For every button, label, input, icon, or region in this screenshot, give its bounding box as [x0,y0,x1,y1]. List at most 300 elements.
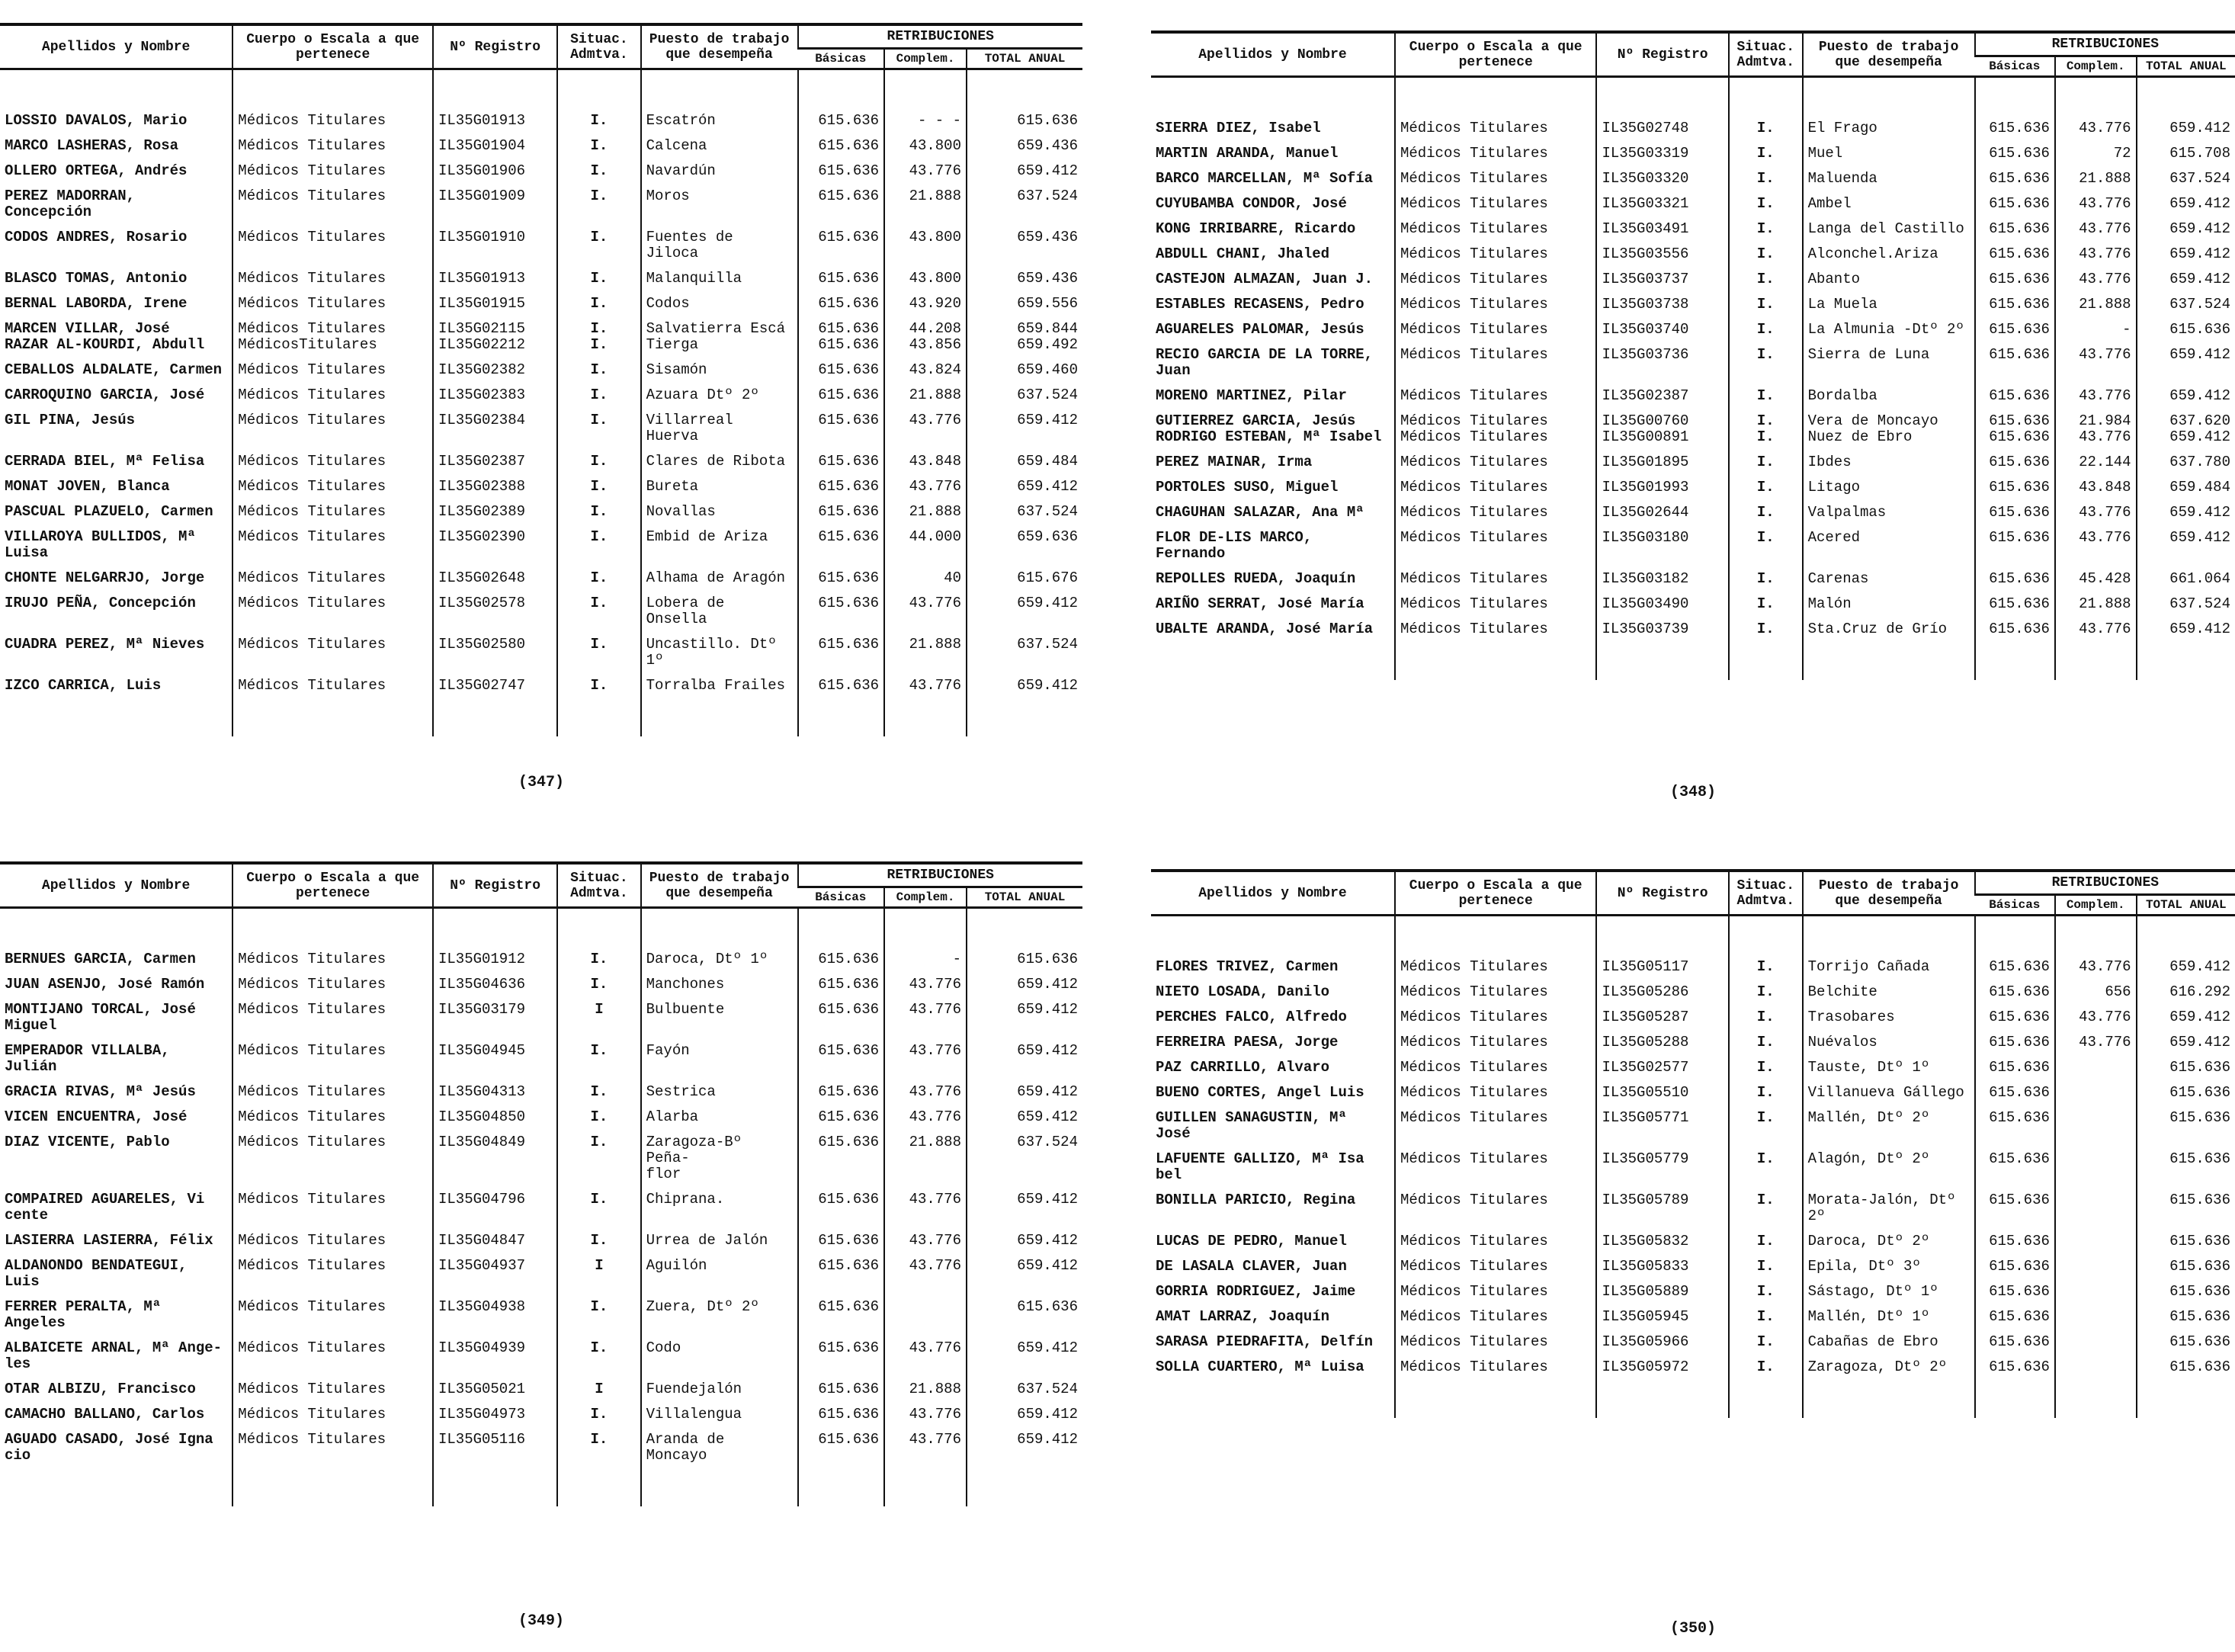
header-situacion: Situac. Admtva. [1729,32,1803,77]
register-table-panel [1151,869,2235,1638]
cell-total: 659.412 [2137,525,2235,566]
spacer-cell [433,69,557,109]
cell-registro: IL35G02644 [1596,500,1728,525]
cell-registro: IL35G05286 [1596,980,1728,1005]
cell-puesto: Ambel [1803,191,1975,217]
header-basicas: Básicas [798,49,885,69]
cell-puesto: Embid de Ariza [641,524,798,566]
cell-name: ALDANONDO BENDATEGUI, Luis [5,1257,188,1290]
cell-basicas: 615.636 [1975,450,2055,475]
cell-registro: IL35G02387 [433,449,557,474]
cell-complem: 43.920 [884,291,967,316]
table-row [1151,292,2235,317]
cell-registro: IL35G01913 [433,266,557,291]
table-row [0,1130,1082,1187]
cell-name: MARCO LASHERAS, Rosa [5,137,179,154]
cell-corps: Médicos Titulares [232,266,433,291]
cell-total: 661.064 [2137,566,2235,592]
cell-situacion: I. [557,1402,640,1427]
cell-basicas: 615.636 [1975,217,2055,242]
cell-total: 615.636 [2137,1304,2235,1330]
cell-name: ALBAICETE ARNAL, Mª Ange- les [5,1339,223,1372]
cell-registro: IL35G03556 [1596,242,1728,267]
cell-registro: IL35G04938 [433,1294,557,1336]
spacer-cell [884,69,967,109]
cell-basicas: 615.636 [798,184,885,225]
cell-registro: IL35G03320 [1596,166,1728,191]
cell-puesto: Muel [1803,141,1975,166]
cell-registro: IL35G01906 [433,159,557,184]
header-retribuciones: RETRIBUCIONES [1975,32,2235,56]
cell-puesto: Sestrica [641,1079,798,1105]
table-row [1151,116,2235,141]
table-row [1151,1055,2235,1080]
cell-complem [2055,1105,2137,1147]
cell-situacion: I. [557,1427,640,1468]
cell-registro: IL35G01913 [433,108,557,133]
cell-basicas: 615.636 [798,972,885,997]
table-header [1151,871,2235,916]
cell-basicas: 615.636 [798,133,885,159]
table-row [0,133,1082,159]
cell-puesto: Calcena [641,133,798,159]
cell-registro: IL35G01895 [1596,450,1728,475]
cell-basicas: 615.636 [798,1187,885,1228]
cell-total: 637.524 [967,383,1082,408]
cell-registro: IL35G04636 [433,972,557,997]
cell-corps: Médicos Titulares [1395,267,1596,292]
cell-situacion: I. [1729,141,1803,166]
cell-name: LASIERRA LASIERRA, Félix [5,1232,213,1249]
cell-basicas: 615.636 [1975,592,2055,617]
table-spacer-row [0,69,1082,109]
spacer-cell [967,69,1082,109]
spacer-cell [967,1468,1082,1506]
cell-total: 637.524 [2137,592,2235,617]
cell-complem: 43.776 [2055,617,2137,642]
cell-puesto: Langa del Castillo [1803,217,1975,242]
cell-registro: IL35G03739 [1596,617,1728,642]
header-name: Apellidos y Nombre [0,24,232,69]
cell-name: MONAT JOVEN, Blanca [5,478,170,495]
cell-name: JUAN ASENJO, José Ramón [5,976,205,993]
cell-total: 659.636 [967,524,1082,566]
cell-corps: Médicos Titulares [1395,342,1596,383]
cell-situacion: I. [1729,1055,1803,1080]
cell-total: 659.412 [967,1228,1082,1253]
cell-corps: Médicos Titulares [1395,1080,1596,1105]
cell-total: 659.412 [2137,954,2235,980]
cell-complem: 43.776 [884,972,967,997]
cell-situacion: I. [1729,317,1803,342]
spacer-cell [1395,916,1596,955]
cell-total: 616.292 [2137,980,2235,1005]
table-row [0,225,1082,266]
table-header [0,863,1082,908]
table-row [0,499,1082,524]
table-row [1151,217,2235,242]
cell-basicas: 615.636 [1975,1330,2055,1355]
cell-total: 659.412 [2137,383,2235,409]
table-row [1151,475,2235,500]
cell-complem: 43.848 [2055,475,2137,500]
spacer-cell [1803,77,1975,117]
cell-total: 615.636 [2137,1147,2235,1188]
cell-situacion: I. [557,1187,640,1228]
cell-basicas: 615.636 [1975,1055,2055,1080]
table-row [1151,980,2235,1005]
cell-puesto: Acered [1803,525,1975,566]
cell-basicas: 615.636 [1975,1304,2055,1330]
cell-situacion: I. [557,1038,640,1079]
cell-situacion: I. [1729,592,1803,617]
cell-registro: IL35G03491 [1596,217,1728,242]
cell-complem: 22.144 [2055,450,2137,475]
cell-corps: Médicos Titulares [232,449,433,474]
cell-situacion: I. [557,474,640,499]
cell-corps: Médicos Titulares [232,972,433,997]
cell-corps: Médicos Titulares [1395,1188,1596,1229]
cell-complem [2055,1355,2137,1380]
table-row [0,1253,1082,1294]
cell-total: 659.436 [967,266,1082,291]
spacer-cell [232,698,433,736]
cell-total: 659.412 [967,997,1082,1038]
cell-corps: Médicos Titulares [1395,1055,1596,1080]
table-row [1151,1330,2235,1355]
cell-complem [884,1294,967,1336]
cell-puesto: Belchite [1803,980,1975,1005]
table-row [1151,566,2235,592]
cell-situacion: I. [557,1105,640,1130]
cell-corps: Médicos Titulares [232,1402,433,1427]
cell-name: COMPAIRED AGUARELES, Vi cente [5,1191,205,1224]
cell-total: 659.844 659.492 [967,316,1082,358]
cell-corps: Médicos Titulares [232,1187,433,1228]
cell-name: AGUARELES PALOMAR, Jesús [1156,321,1364,338]
table-row [1151,166,2235,191]
spacer-cell [2137,916,2235,955]
cell-total: 659.412 [967,1187,1082,1228]
cell-situacion: I. [1729,1147,1803,1188]
cell-puesto: Bulbuente [641,997,798,1038]
spacer-cell [433,698,557,736]
cell-situacion: I. [557,591,640,632]
cell-name: BONILLA PARICIO, Regina [1156,1192,1356,1208]
table-row [1151,1147,2235,1188]
table-row [1151,1105,2235,1147]
table-row [0,1336,1082,1377]
cell-situacion: I. [557,449,640,474]
cell-registro: IL35G02748 [1596,116,1728,141]
table-row [1151,1355,2235,1380]
cell-puesto: Clares de Ribota [641,449,798,474]
cell-situacion: I. [557,566,640,591]
cell-corps: Médicos Titulares [232,108,433,133]
cell-name: REPOLLES RUEDA, Joaquín [1156,570,1356,587]
cell-registro: IL35G04313 [433,1079,557,1105]
cell-total: 659.412 [967,1402,1082,1427]
cell-situacion: I. [1729,191,1803,217]
cell-total: 615.636 [2137,317,2235,342]
spacer-cell [1975,1380,2055,1418]
cell-situacion: I. [1729,500,1803,525]
cell-puesto: Bureta [641,474,798,499]
cell-total: 615.636 [967,947,1082,972]
cell-name: FERRER PERALTA, Mª Angeles [5,1298,162,1331]
cell-complem: 43.776 [884,1187,967,1228]
cell-total: 659.412 [967,1105,1082,1130]
cell-complem: 43.776 [884,1228,967,1253]
cell-name: IZCO CARRICA, Luis [5,677,162,694]
header-complem: Complem. [884,887,967,908]
cell-complem: 45.428 [2055,566,2137,592]
cell-total: 615.636 [2137,1055,2235,1080]
cell-basicas: 615.636 [1975,1147,2055,1188]
cell-registro: IL35G02580 [433,632,557,673]
cell-registro: IL35G02577 [1596,1055,1728,1080]
cell-total: 659.412 [967,1038,1082,1079]
cell-corps: Médicos Titulares [1395,217,1596,242]
cell-registro: IL35G02389 [433,499,557,524]
cell-puesto: Urrea de Jalón [641,1228,798,1253]
cell-total: 615.708 [2137,141,2235,166]
table-row [0,1079,1082,1105]
cell-puesto: Aguilón [641,1253,798,1294]
cell-complem: - [2055,317,2137,342]
cell-corps: Médicos Titulares [232,566,433,591]
spacer-cell [232,69,433,109]
cell-total: 615.636 [967,1294,1082,1336]
cell-registro: IL35G01904 [433,133,557,159]
cell-complem: 43.776 [2055,217,2137,242]
cell-basicas: 615.636 [798,1130,885,1187]
table-row [1151,1080,2235,1105]
cell-complem: 43.776 [2055,1005,2137,1030]
page-number: (348) [1669,784,1716,801]
cell-complem: 21.888 [2055,166,2137,191]
cell-basicas: 615.636 [798,1294,885,1336]
cell-complem [2055,1279,2137,1304]
cell-basicas: 615.636 [1975,475,2055,500]
cell-complem: - [884,947,967,972]
cell-name: LUCAS DE PEDRO, Manuel [1156,1233,1347,1249]
cell-basicas: 615.636 [1975,166,2055,191]
cell-basicas: 615.636 [798,1377,885,1402]
cell-total: 659.412 [2137,267,2235,292]
cell-registro: IL35G03319 [1596,141,1728,166]
cell-basicas: 615.636 [798,1253,885,1294]
cell-puesto: Vera de Moncayo Nuez de Ebro [1803,409,1975,450]
cell-total: 659.412 [2137,116,2235,141]
cell-puesto: Novallas [641,499,798,524]
cell-total: 659.436 [967,225,1082,266]
header-registro: Nº Registro [433,863,557,908]
table-row [1151,242,2235,267]
cell-puesto: Sierra de Luna [1803,342,1975,383]
cell-complem: 21.888 [884,383,967,408]
cell-basicas: 615.636 [798,159,885,184]
cell-situacion: I. [557,524,640,566]
cell-situacion: I. [1729,525,1803,566]
cell-corps: Médicos Titulares [1395,1254,1596,1279]
cell-total: 659.412 [2137,191,2235,217]
cell-puesto: Malón [1803,592,1975,617]
table-row [0,184,1082,225]
cell-corps: Médicos Titulares [1395,1105,1596,1147]
cell-complem: 43.776 [884,159,967,184]
cell-name: SARASA PIEDRAFITA, Delfín [1156,1333,1374,1350]
cell-registro: IL35G05021 [433,1377,557,1402]
cell-puesto: Navardún [641,159,798,184]
spacer-cell [433,1468,557,1506]
cell-name: SOLLA CUARTERO, Mª Luisa [1156,1358,1364,1375]
table-row [1151,1188,2235,1229]
spacer-cell [1803,642,1975,680]
spacer-cell [0,698,232,736]
cell-complem: 21.888 [2055,592,2137,617]
cell-name: ABDULL CHANI, Jhaled [1156,245,1330,262]
cell-total: 659.412 [967,1336,1082,1377]
cell-name: PEREZ MADORRAN, Concepción [5,188,136,220]
cell-situacion: I. I. [557,316,640,358]
cell-complem: 43.776 [884,591,967,632]
cell-corps: Médicos Titulares [1395,592,1596,617]
cell-registro: IL35G05832 [1596,1229,1728,1254]
cell-corps: Médicos Titulares [232,184,433,225]
spacer-cell [2055,916,2137,955]
spacer-cell [1151,1380,1395,1418]
spacer-cell [798,698,885,736]
cell-complem: 72 [2055,141,2137,166]
header-puesto: Puesto de trabajo que desempeña [641,24,798,69]
table-row [0,383,1082,408]
cell-name: CASTEJON ALMAZAN, Juan J. [1156,271,1374,287]
cell-puesto: Bordalba [1803,383,1975,409]
cell-puesto: Moros [641,184,798,225]
cell-complem: 43.776 [884,474,967,499]
cell-complem [2055,1147,2137,1188]
table-body [1151,77,2235,681]
cell-total: 615.676 [967,566,1082,591]
table-row [1151,409,2235,450]
spacer-cell [967,698,1082,736]
cell-situacion: I. [1729,242,1803,267]
cell-situacion: I. [1729,566,1803,592]
cell-complem: 43.776 [2055,191,2137,217]
cell-registro: IL35G02384 [433,408,557,449]
register-table-panel [0,861,1082,1630]
spacer-cell [2137,642,2235,680]
cell-registro: IL35G03738 [1596,292,1728,317]
cell-total: 659.412 [967,591,1082,632]
cell-puesto: Torralba Frailes [641,673,798,698]
cell-situacion: I [557,1377,640,1402]
cell-situacion: I. [1729,1355,1803,1380]
spacer-cell [0,1468,232,1506]
cell-basicas: 615.636 [1975,1030,2055,1055]
cell-basicas: 615.636 [1975,617,2055,642]
spacer-cell [557,1468,640,1506]
cell-registro: IL35G02648 [433,566,557,591]
table-spacer-row [0,698,1082,736]
cell-name: BERNAL LABORDA, Irene [5,295,188,312]
spacer-cell [1151,916,1395,955]
cell-puesto: Tauste, Dtº 1º [1803,1055,1975,1080]
table-row [1151,500,2235,525]
cell-corps: Médicos Titulares [1395,166,1596,191]
register-table [1151,30,2235,680]
cell-basicas: 615.636 [798,358,885,383]
cell-name: GRACIA RIVAS, Mª Jesús [5,1083,196,1100]
cell-situacion: I. I. [1729,409,1803,450]
spacer-cell [1395,642,1596,680]
cell-corps: Médicos Titulares [1395,1030,1596,1055]
cell-total: 659.412 [2137,1005,2235,1030]
cell-situacion: I. [557,266,640,291]
header-complem: Complem. [2055,895,2137,916]
table-header [1151,32,2235,77]
cell-situacion: I. [557,133,640,159]
table-row [1151,450,2235,475]
cell-registro: IL35G03182 [1596,566,1728,592]
cell-corps: Médicos Titulares [1395,980,1596,1005]
cell-name: GUTIERREZ GARCIA, Jesús RODRIGO ESTEBAN, Mª Isabel [1156,412,1382,445]
spacer-cell [1596,1380,1728,1418]
cell-complem: 40 [884,566,967,591]
cell-basicas: 615.636 [798,474,885,499]
header-total-anual: TOTAL ANUAL [967,887,1082,908]
cell-puesto: Zaragoza-Bº Peña- flor [641,1130,798,1187]
cell-basicas: 615.636 [798,108,885,133]
cell-name: DIAZ VICENTE, Pablo [5,1134,170,1150]
cell-corps: Médicos Titulares [232,1427,433,1468]
cell-basicas: 615.636 [798,291,885,316]
cell-basicas: 615.636 [798,225,885,266]
cell-basicas: 615.636 [1975,191,2055,217]
cell-registro: IL35G04939 [433,1336,557,1377]
table-row [0,524,1082,566]
cell-total: 659.412 [967,408,1082,449]
cell-name: CUYUBAMBA CONDOR, José [1156,195,1347,212]
cell-name: SIERRA DIEZ, Isabel [1156,120,1321,136]
cell-basicas: 615.636 [798,632,885,673]
cell-puesto: Epila, Dtº 3º [1803,1254,1975,1279]
header-basicas: Básicas [1975,895,2055,916]
cell-complem: 43.848 [884,449,967,474]
table-row [0,474,1082,499]
cell-registro: IL35G03180 [1596,525,1728,566]
cell-basicas: 615.636 [798,1079,885,1105]
table-spacer-row [1151,77,2235,117]
table-row [0,358,1082,383]
header-puesto: Puesto de trabajo que desempeña [641,863,798,908]
cell-puesto: Uncastillo. Dtº 1º [641,632,798,673]
cell-complem [2055,1229,2137,1254]
table-row [1151,525,2235,566]
cell-corps: Médicos Titulares [1395,317,1596,342]
spacer-cell [433,908,557,948]
cell-complem: 21.888 [884,1130,967,1187]
table-row [0,316,1082,358]
cell-corps: Médicos Titulares MédicosTitulares [232,316,433,358]
cell-registro: IL35G05288 [1596,1030,1728,1055]
spacer-cell [1803,916,1975,955]
cell-corps: Médicos Titulares [232,225,433,266]
cell-puesto: Escatrón [641,108,798,133]
table-row [0,673,1082,698]
cell-name: GIL PINA, Jesús [5,412,136,428]
